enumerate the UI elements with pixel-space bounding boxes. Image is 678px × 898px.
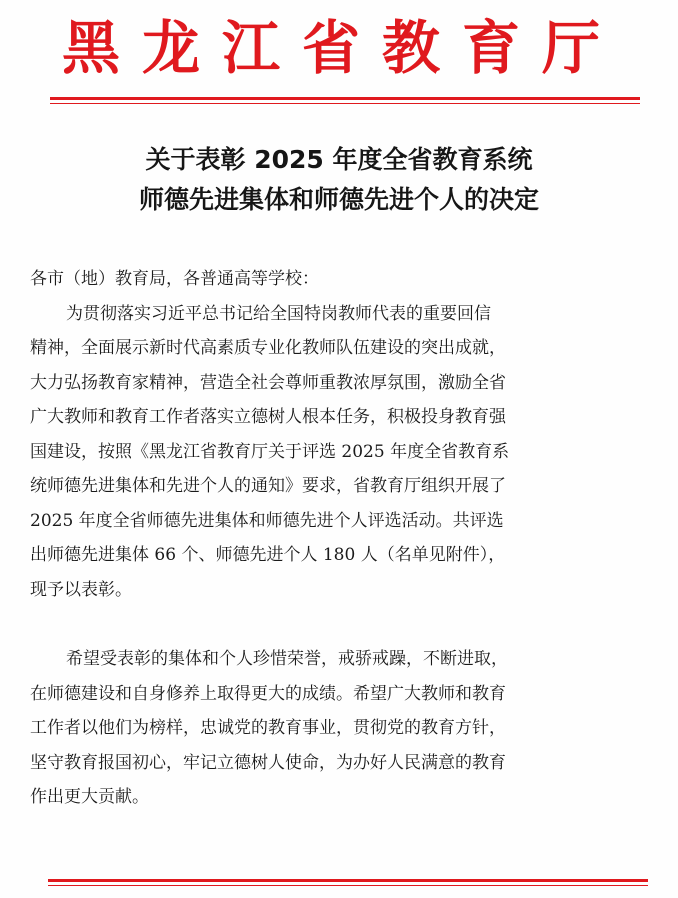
paragraph-1-line: 为贯彻落实习近平总书记给全国特岗教师代表的重要回信 (66, 304, 491, 324)
paragraph-2-line: 作出更大贡献。 (30, 787, 149, 807)
masthead-rule-thick (50, 97, 640, 100)
paragraph-2-line: 希望受表彰的集体和个人珍惜荣誉，戒骄戒躁，不断进取， (66, 649, 508, 669)
document-title-line-2: 师德先进集体和师德先进个人的决定 (138, 185, 539, 214)
paragraph-2-line: 工作者以他们为榜样，忠诚党的教育事业，贯彻党的教育方针， (30, 718, 506, 738)
footer-rule-thin (48, 885, 648, 886)
paragraph-1-line: 2025 年度全省师德先进集体和师德先进个人评选活动。共评选 (30, 511, 504, 531)
paragraph-1-line: 广大教师和教育工作者落实立德树人根本任务，积极投身教育强 (30, 407, 506, 427)
masthead-rule-thin (50, 103, 640, 104)
masthead-org-name: 黑龙江省教育厅 (61, 14, 622, 82)
paragraph-2-line: 坚守教育报国初心，牢记立德树人使命，为办好人民满意的教育 (30, 753, 506, 773)
paragraph-2-line: 在师德建设和自身修养上取得更大的成绩。希望广大教师和教育 (30, 684, 506, 704)
footer-rule-thick (48, 879, 648, 882)
paragraph-1-line: 统师德先进集体和先进个人的通知》要求，省教育厅组织开展了 (30, 476, 506, 496)
salutation: 各市（地）教育局，各普通高等学校： (30, 269, 319, 289)
paragraph-1-line: 出师德先进集体 66 个、师德先进个人 180 人（名单见附件）， (30, 545, 506, 565)
paragraph-1-line: 现予以表彰。 (30, 580, 132, 600)
paragraph-1-line: 精神，全面展示新时代高素质专业化教师队伍建设的突出成就， (30, 338, 506, 358)
paragraph-1-line: 国建设，按照《黑龙江省教育厅关于评选 2025 年度全省教育系 (30, 442, 510, 462)
document-title-line-1: 关于表彰 2025 年度全省教育系统 (145, 145, 533, 174)
paragraph-1-line: 大力弘扬教育家精神，营造全社会尊师重教浓厚氛围，激励全省 (30, 373, 506, 393)
